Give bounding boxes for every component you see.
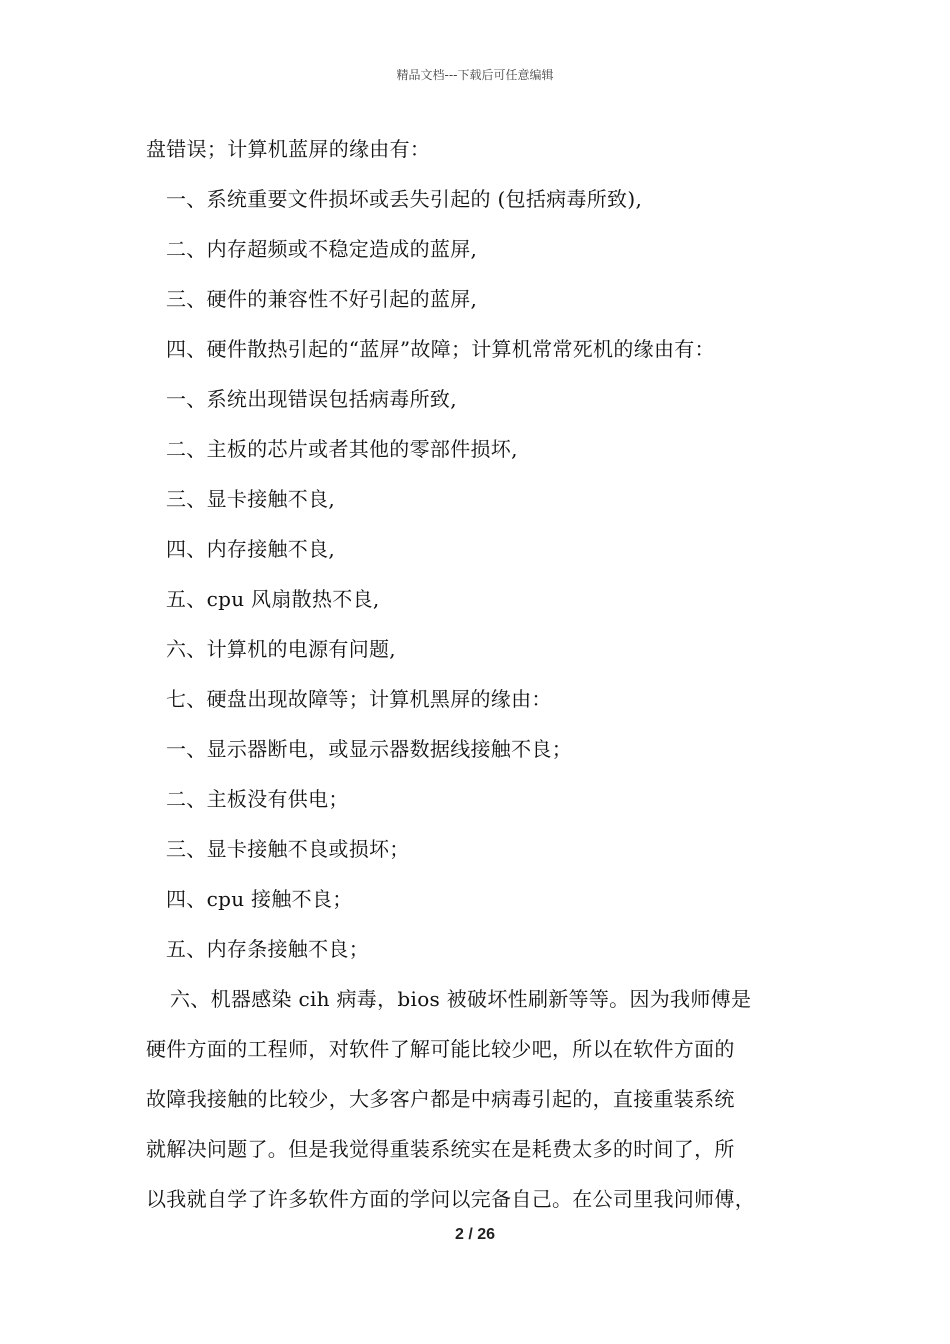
text-line: 三、硬件的兼容性不好引起的蓝屏, — [166, 287, 478, 311]
text-line: 七、硬盘出现故障等；计算机黑屏的缘由： — [166, 687, 552, 711]
text-line: 就解决问题了。但是我觉得重装系统实在是耗费太多的时间了，所 — [146, 1137, 735, 1161]
text-line: 四、硬件散热引起的“蓝屏”故障；计算机常常死机的缘由有： — [166, 337, 715, 361]
text-line: 二、内存超频或不稳定造成的蓝屏, — [166, 237, 478, 261]
text-line: 以我就自学了许多软件方面的学问以完备自己。在公司里我问师傅， — [146, 1187, 755, 1211]
text-line: 硬件方面的工程师，对软件了解可能比较少吧，所以在软件方面的 — [146, 1037, 735, 1061]
document-body — [146, 126, 826, 1226]
text-line: 一、系统出现错误包括病毒所致, — [166, 387, 457, 411]
text-line: 五、内存条接触不良； — [166, 937, 369, 961]
text-line: 四、内存接触不良, — [166, 537, 336, 561]
text-line: 盘错误；计算机蓝屏的缘由有： — [146, 137, 431, 161]
text-line: 六、计算机的电源有问题, — [166, 637, 396, 661]
text-line: 四、cpu 接触不良； — [166, 887, 353, 911]
text-line: 二、主板没有供电； — [166, 787, 349, 811]
text-line: 三、显卡接触不良或损坏； — [166, 837, 410, 861]
text-line: 六、机器感染 cih 病毒，bios 被破坏性刷新等等。因为我师傅是 — [170, 987, 752, 1011]
text-line: 二、主板的芯片或者其他的零部件损坏, — [166, 437, 518, 461]
text-line: 一、系统重要文件损坏或丢失引起的 (包括病毒所致), — [166, 187, 643, 211]
text-line: 故障我接触的比较少，大多客户都是中病毒引起的，直接重装系统 — [146, 1087, 735, 1111]
page-header: 精品文档---下载后可任意编辑 — [396, 68, 554, 82]
text-line: 三、显卡接触不良, — [166, 487, 336, 511]
text-line: 五、cpu 风扇散热不良, — [166, 587, 380, 611]
text-line: 一、显示器断电，或显示器数据线接触不良； — [166, 737, 572, 761]
page-number: 2 / 26 — [454, 1226, 496, 1243]
